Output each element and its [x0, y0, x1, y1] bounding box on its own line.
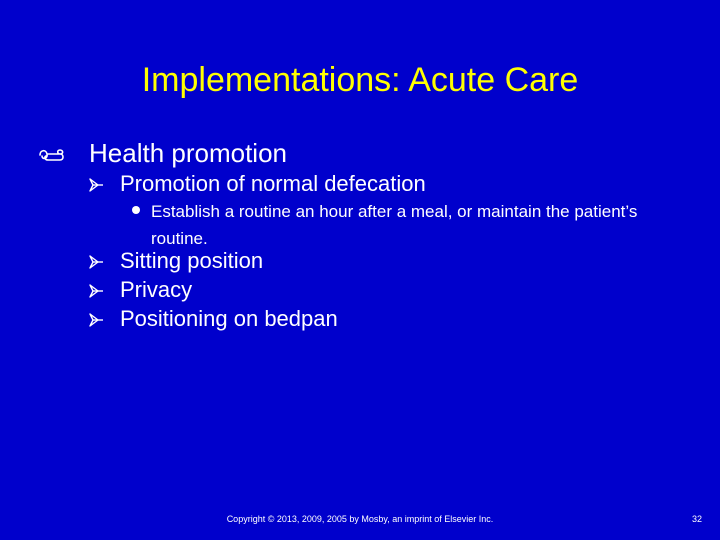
page-number: 32 — [691, 514, 702, 524]
arrow-bullet-icon — [89, 284, 105, 298]
slide-title: Implementations: Acute Care — [141, 61, 579, 99]
sub-item-privacy: Privacy — [120, 277, 193, 302]
copyright-footer: Copyright © 2013, 2009, 2005 by Mosby, an imprint of Elsevier Inc. — [226, 514, 494, 524]
dot-bullet-icon — [132, 206, 140, 214]
sub-sub-item-routine: Establish a routine an hour after a meal, or maintain the patient’s routine. — [151, 202, 638, 248]
scroll-bullet-icon — [38, 146, 66, 164]
sub-item-defecation: Promotion of normal defecation — [120, 171, 426, 196]
sub-item-bedpan: Positioning on bedpan — [120, 306, 338, 331]
arrow-bullet-icon — [89, 313, 105, 327]
bullet-health-promotion: Health promotion — [89, 138, 287, 168]
sub-item-sitting: Sitting position — [120, 248, 264, 273]
arrow-bullet-icon — [89, 255, 105, 269]
arrow-bullet-icon — [89, 178, 105, 192]
